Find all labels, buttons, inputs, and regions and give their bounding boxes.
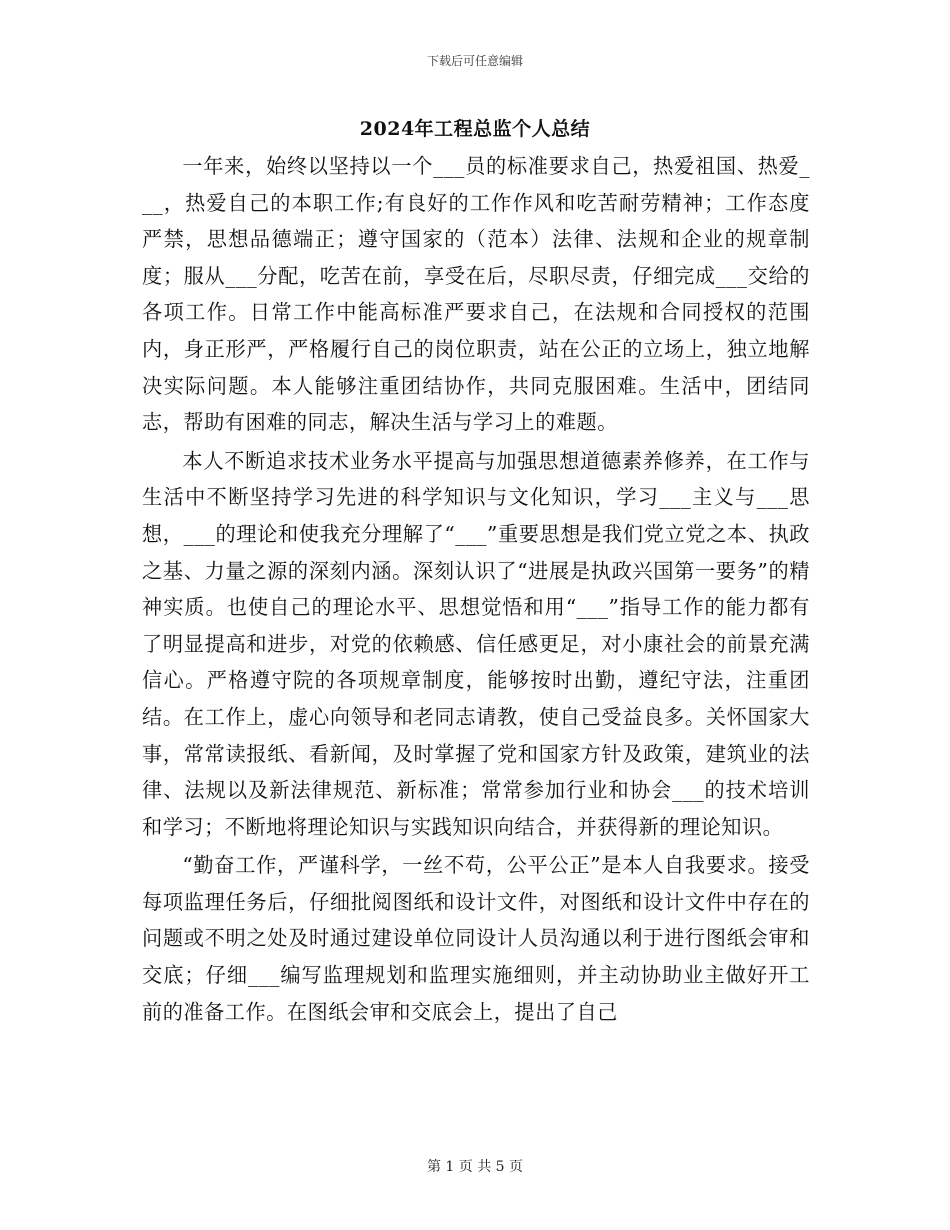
document-title: 2024年工程总监个人总结: [359, 118, 591, 140]
paragraph: 本人不断追求技术业务水平提高与加强思想道德素养修养，在工作与生活中不断坚持学习先进的科学知识与文化知识，学习___主义与___思想，___的理论和使我充分理解了“___”重要思想是我们党立党之本、执政之基、力量之源的深刻内涵。深刻认识了“进展是执政兴国第一要务”的精神实质。也使自己的理论水平、思想觉悟和用“___”指导工作的能力都有了明显提高和进步，对党的依赖感、信任感更足，对小康社会的前景充满信心。严格遵守院的各项规章制度，能够按时出勤，遵纪守法，注重团结。在工作上，虚心向领导和老同志请教，使自己受益良多。关怀国家大事，常常读报纸、看新闻，及时掌握了党和国家方针及政策，建筑业的法律、法规以及新法律规范、新标准；常常参加行业和协会___的技术培训和学习；不断地将理论知识与实践知识向结合，并获得新的理论知识。: [142, 448, 810, 839]
paragraph: “勤奋工作，严谨科学，一丝不苟，公平公正”是本人自我要求。接受每项监理任务后，仔细批阅图纸和设计文件，对图纸和设计文件中存在的问题或不明之处及时通过建设单位同设计人员沟通以利于进行图纸会审和交底；仔细___编写监理规划和监理实施细则，并主动协助业主做好开工前的准备工作。在图纸会审和交底会上，提出了自己: [142, 853, 810, 1024]
document-body: [142, 148, 810, 1030]
header-note: 下载后可任意编辑: [426, 54, 523, 68]
paragraph: 一年来，始终以坚持以一个___员的标准要求自己，热爱祖国、热爱___，热爱自己的本职工作;有良好的工作作风和吃苦耐劳精神；工作态度严禁，思想品德端正；遵守国家的（范本）法律、法规和企业的规章制度；服从___分配，吃苦在前，享受在后，尽职尽责，仔细完成___交给的各项工作。日常工作中能高标准严要求自己，在法规和合同授权的范围内，身正形严，严格履行自己的岗位职责，站在公正的立场上，独立地解决实际问题。本人能够注重团结协作，共同克服困难。生活中，团结同志，帮助有困难的同志，解决生活与学习上的难题。: [142, 154, 810, 435]
page-indicator: 第 1 页 共 5 页: [426, 1159, 524, 1175]
